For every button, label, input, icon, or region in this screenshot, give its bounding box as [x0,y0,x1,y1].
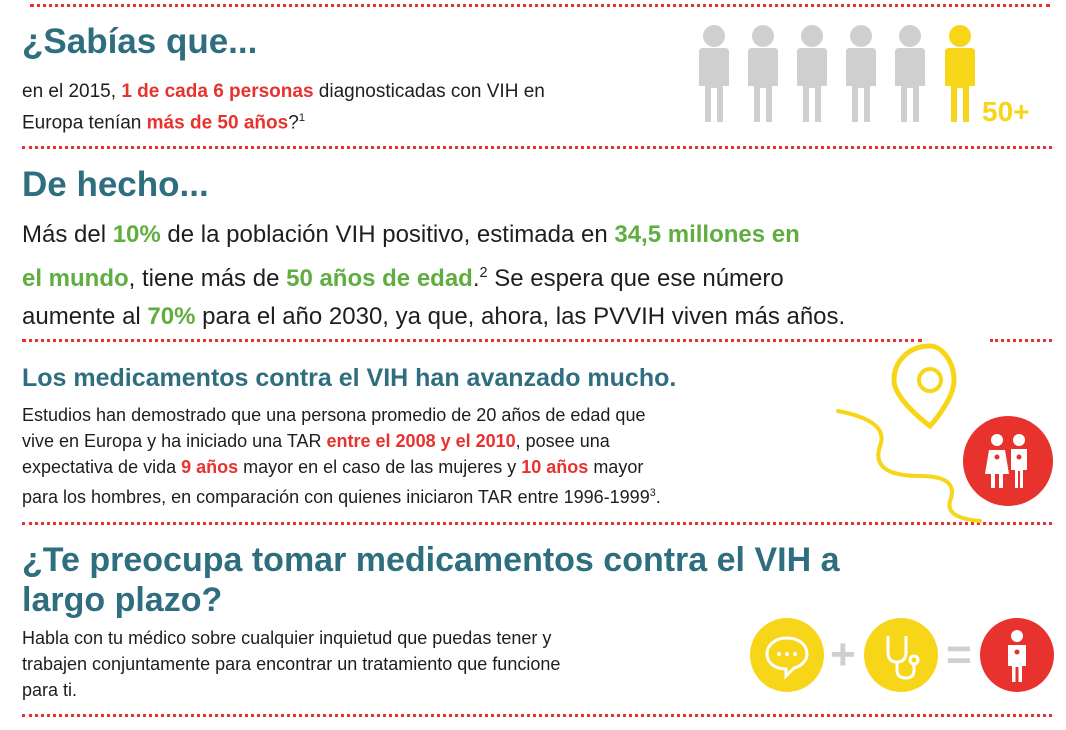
section2-text: Más del 10% de la población VIH positivo, estimada en 34,5 millones en el mundo, tiene más de 50 años de edad.$^2$ Se espera que ese número aumente al 70% para el año 2030, ya que, ahora, las PVVIH viven más años. [22,221,846,330]
section4-text: Habla con tu médico sobre cualquier inquietud que puedas tener y trabajen conjuntamente para encontrar un tratamiento que funcione para ti. [22,628,561,700]
plus-sign: + [830,630,856,679]
person-icon-highlight [945,25,975,122]
section4-title: ¿Te preocupa tomar medicamentos contra el VIH a largo plazo? [22,541,840,619]
divider-top [30,4,1050,7]
doctor-person-icon [980,618,1054,692]
person-icon-4 [846,25,876,122]
couple-icon [963,416,1053,506]
section3-text: Estudios han demostrado que una persona promedio de 20 años de edad que vive en Europa y ha iniciado una TAR entre el 2008 y el 2010, posee una expectativa de vida 9 años mayor en el caso de las mujeres y 10 años mayor para los hombres, en comparación con quienes iniciaron TAR entre 1996-1999$^3$. [22,405,661,507]
age-badge: 50+ [982,96,1030,127]
section3-title: Los medicamentos contra el VIH han avanzado mucho. [22,364,677,392]
divider-2b [990,339,1052,342]
divider-2 [22,339,922,342]
equals-sign: = [946,630,972,679]
chat-bubble-icon [750,618,824,692]
person-icon-2 [748,25,778,122]
divider-bottom [22,714,1052,717]
section1-text: en el 2015, 1 de cada 6 personas diagnosticadas con VIH en Europa tenían más de 50 años?$^1$ [22,81,545,134]
people-icons [692,24,1002,124]
section1-title: ¿Sabías que... [22,22,258,61]
person-icon-3 [797,25,827,122]
person-icon-1 [699,25,729,122]
stethoscope-icon [864,618,938,692]
divider-1 [22,146,1052,149]
person-icon-5 [895,25,925,122]
section2-title: De hecho... [22,165,209,204]
